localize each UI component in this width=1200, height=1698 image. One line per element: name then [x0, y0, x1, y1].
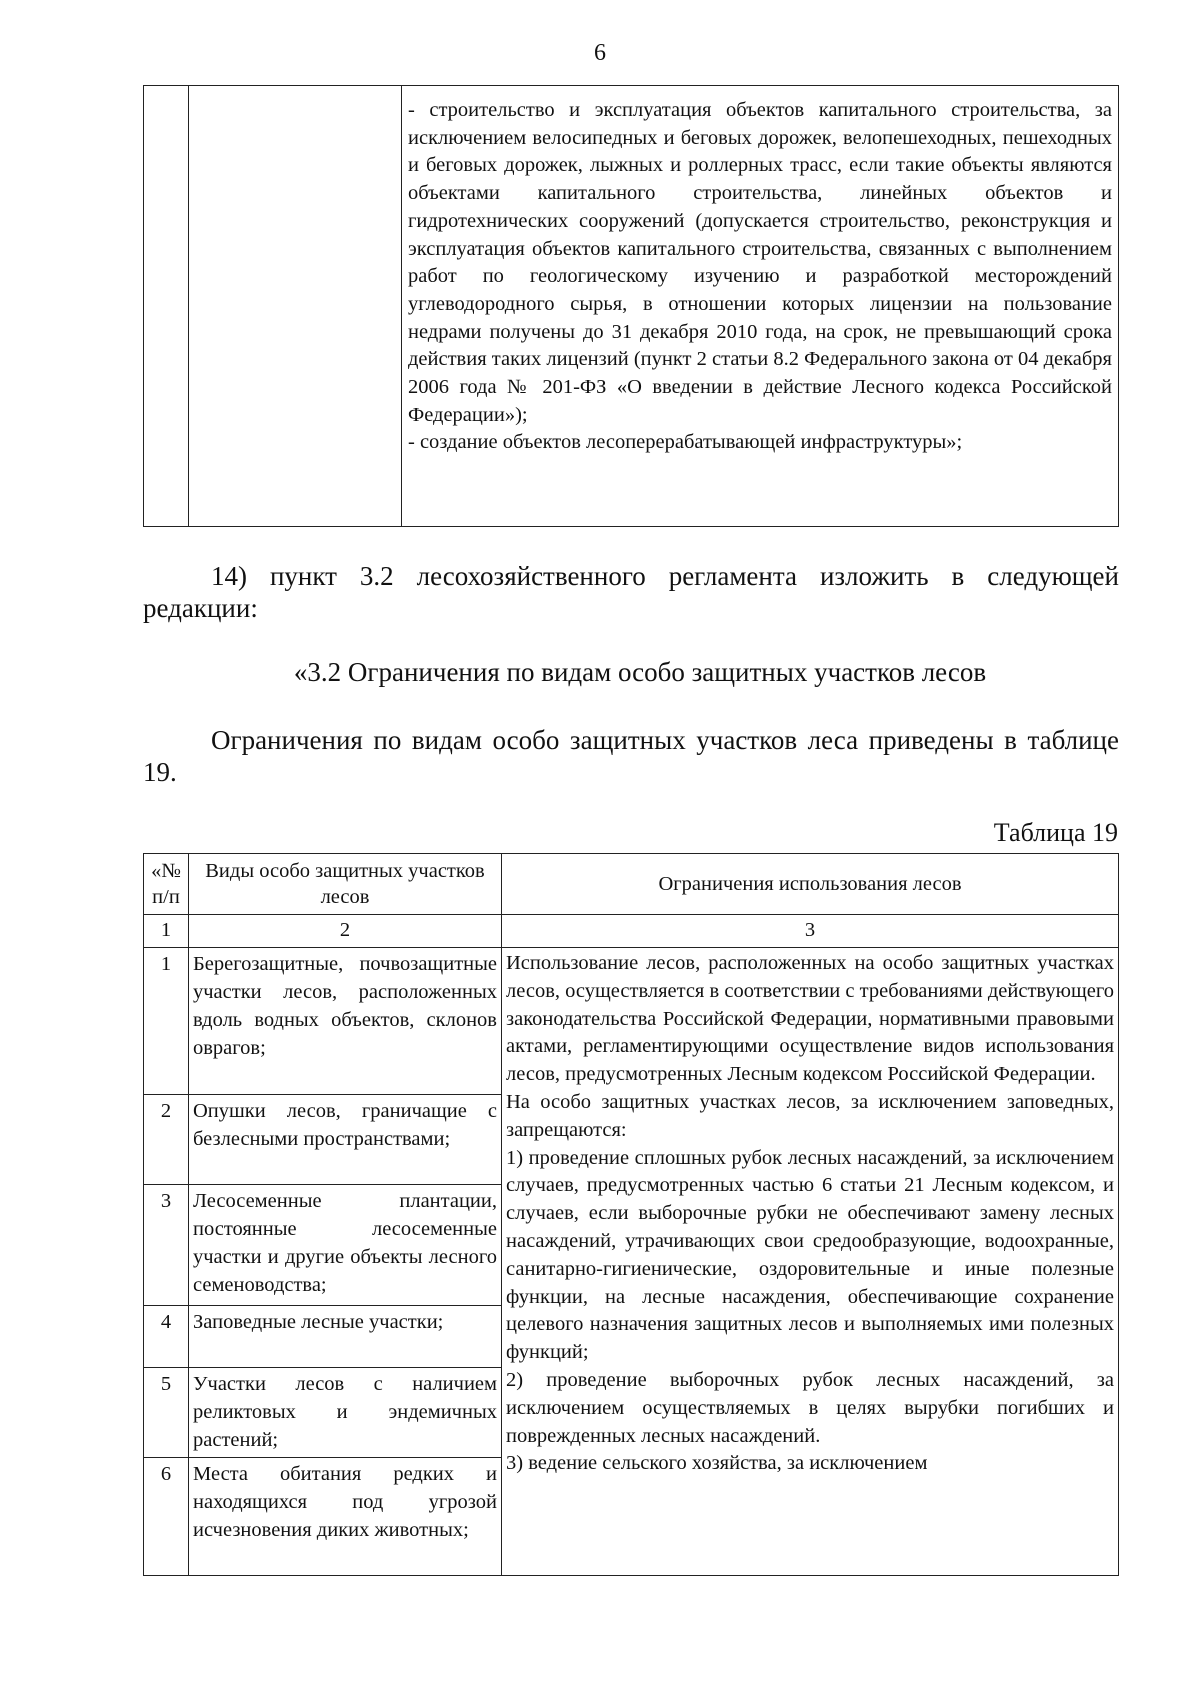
continuation-table [143, 85, 1119, 527]
cont-cell-restrictions [402, 86, 1119, 527]
restrictions-cell [502, 948, 1119, 1576]
table-row [144, 86, 1119, 527]
column-number: 1 [144, 915, 189, 948]
row-kind: Места обитания редких и находящихся под угрозой исчезновения диких животных; [189, 1458, 502, 1576]
row-kind: Заповедные лесные участки; [189, 1306, 502, 1368]
table-header-row [144, 854, 1119, 915]
cont-cell-num [144, 86, 189, 527]
table-caption: Таблица 19 [993, 818, 1118, 847]
row-kind: Участки лесов с наличием реликтовых и эндемичных растений; [189, 1368, 502, 1458]
row-number: 6 [144, 1458, 189, 1576]
row-kind: Лесосеменные плантации, постоянные лесосеменные участки и другие объекты лесного семеноводства; [189, 1185, 502, 1306]
table-row [144, 948, 1119, 1095]
continuation-text: - строительство и эксплуатация объектов капитального строительства, за исключением велосипедных и беговых дорожек, велопешеходных, пешеходных и беговых дорожек, лыжных и роллерных трасс, если такие объекты являются объектами капитального строительства, линейных объектов и гидротехнических сооружений (допускается строительство, реконструкция и эксплуатация объектов капитального строительства, связанных с выполнением работ по геологическому изучению и разработкой месторождений углеводородного сырья, в отношении которых лицензии на пользование недрами получены до 31 декабря 2010 года, на срок, не превышающий срока действия таких лицензий (пункт 2 статьи 8.2 Федерального закона от 04 декабря 2006 года № 201-ФЗ «О введении в действие Лесного кодекса Российской Федерации»); - создание объектов лесоперерабатывающей инфраструктуры»; [408, 99, 1112, 454]
header-num: «№ п/п [144, 854, 189, 915]
row-number: 1 [144, 948, 189, 1095]
row-number: 5 [144, 1368, 189, 1458]
column-number: 2 [189, 915, 502, 948]
column-numbers-row [144, 915, 1119, 948]
row-number: 4 [144, 1306, 189, 1368]
header-kind: Виды особо защитных участков лесов [189, 854, 502, 915]
row-kind: Опушки лесов, граничащие с безлесными пространствами; [189, 1095, 502, 1185]
row-kind: Берегозащитные, почвозащитные участки лесов, расположенных вдоль водных объектов, склонов оврагов; [189, 948, 502, 1095]
header-restrictions: Ограничения использования лесов [502, 854, 1119, 915]
row-number: 2 [144, 1095, 189, 1185]
row-number: 3 [144, 1185, 189, 1306]
restrictions-table [143, 853, 1119, 1576]
page-number: 6 [594, 40, 606, 66]
restrictions-text: Использование лесов, расположенных на особо защитных участках лесов, осуществляется в соответствии с требованиями действующего законодательства Российской Федерации, нормативными правовыми актами, регламентирующими осуществление видов использования лесов, предусмотренных Лесным кодексом Российской Федерации. На особо защитных участках лесов, за исключением заповедных, запрещаются: 1) проведение сплошных рубок лесных насаждений, за исключением случаев, предусмотренных частью 6 статьи 21 Лесным кодексом, и случаев, если выборочные рубки не обеспечивают замену лесных насаждений, утрачивающих свои средообразующие, водоохранные, санитарно-гигиенические, оздоровительные и иные полезные функции, на лесные насаждения, обеспечивающие сохранение целевого назначения защитных лесов и выполняемых ими полезных функций; 2) проведение выборочных рубок лесных насаждений, за исключением осуществляемых в целях вырубки погибших и поврежденных лесных насаждений. 3) ведение сельского хозяйства, за исключением [506, 952, 1114, 1475]
paragraph-14: 14) пункт 3.2 лесохозяйственного регламента изложить в следующей редакции: [143, 561, 1119, 623]
paragraph-intro: Ограничения по видам особо защитных участков леса приведены в таблице 19. [143, 725, 1119, 787]
cont-cell-kind [189, 86, 402, 527]
section-heading: «3.2 Ограничения по видам особо защитных участков лесов [293, 657, 987, 687]
column-number: 3 [502, 915, 1119, 948]
